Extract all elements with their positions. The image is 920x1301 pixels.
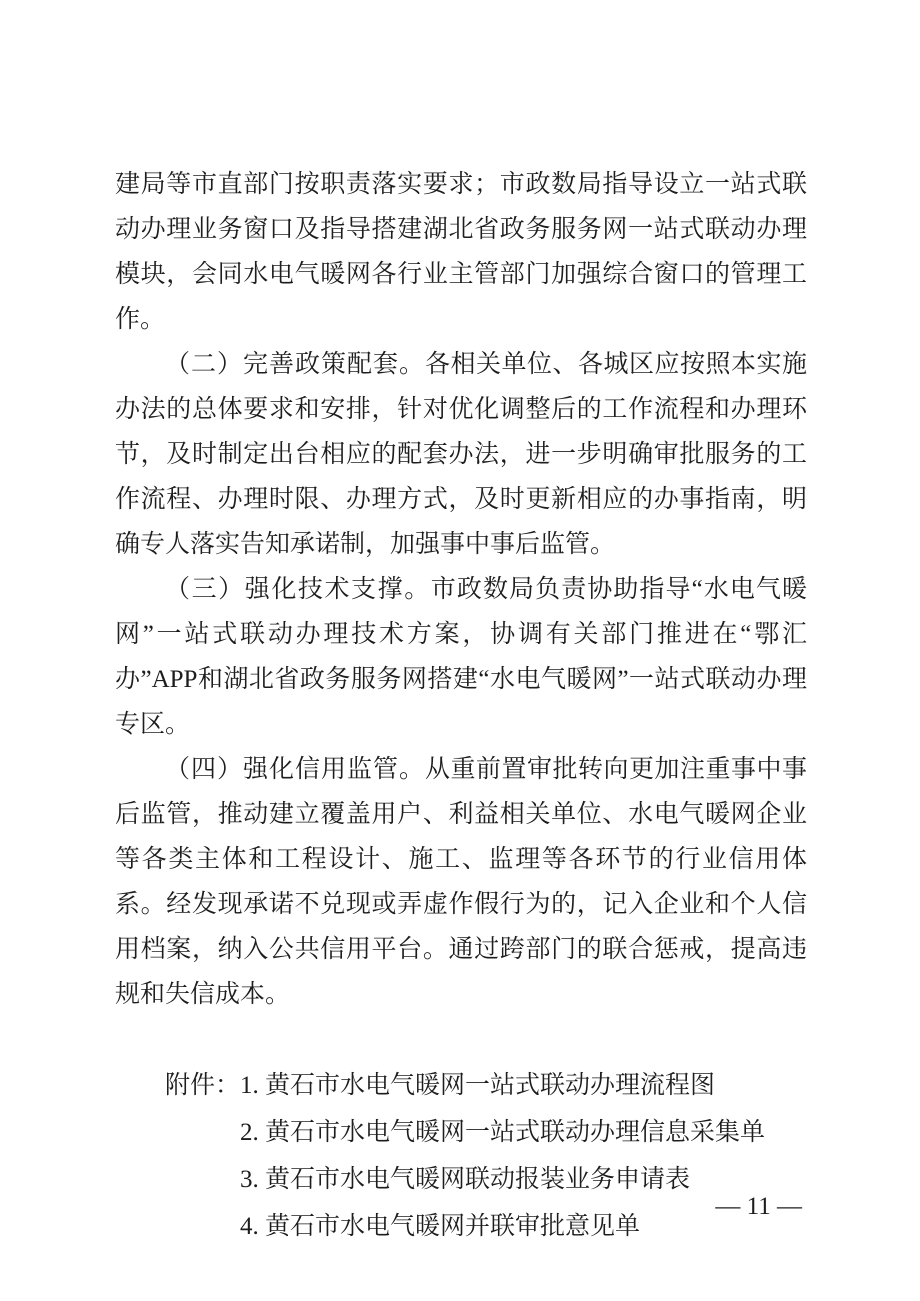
paragraph-continuation <box>115 162 807 342</box>
attachments-section <box>165 1062 807 1250</box>
document-body <box>115 162 807 1250</box>
paragraph-policy-support <box>115 342 807 567</box>
attachment-item: 3. 黄石市水电气暖网联动报装业务申请表 <box>240 1166 691 1193</box>
paragraph-text: 建局等市直部门按职责落实要求；市政数局指导设立一站式联动办理业务窗口及指导搭建湖北省政务服务网一站式联动办理模块，会同水电气暖网各行业主管部门加强综合窗口的管理工作。 <box>115 171 807 333</box>
paragraph-heading: （三）强化技术支撑。 <box>165 576 431 603</box>
paragraph-heading: （四）强化信用监管。 <box>165 756 425 783</box>
attachment-item: 2. 黄石市水电气暖网一站式联动办理信息采集单 <box>240 1119 766 1146</box>
paragraph-text: 从重前置审批转向更加注重事中事后监管，推动建立覆盖用户、利益相关单位、水电气暖网企业等各类主体和工程设计、施工、监理等各环节的行业信用体系。经发现承诺不兑现或弄虚作假行为的，记入企业和个人信用档案，纳入公共信用平台。通过跨部门的联合惩戒，提高违规和失信成本。 <box>115 756 807 1008</box>
paragraph-credit-supervision <box>115 747 807 1017</box>
paragraph-text: 各相关单位、各城区应按照本实施办法的总体要求和安排，针对优化调整后的工作流程和办理环节，及时制定出台相应的配套办法，进一步明确审批服务的工作流程、办理时限、办理方式，及时更新相应的办事指南，明确专人落实告知承诺制，加强事中事后监管。 <box>115 351 807 558</box>
attachment-item: 1. 黄石市水电气暖网一站式联动办理流程图 <box>240 1072 716 1099</box>
attachments-label: 附件： <box>165 1072 241 1099</box>
attachment-item: 4. 黄石市水电气暖网并联审批意见单 <box>240 1213 641 1240</box>
paragraph-technical-support <box>115 567 807 747</box>
paragraph-text: 市政数局负责协助指导“水电气暖网”一站式联动办理技术方案，协调有关部门推进在“鄂汇办”APP和湖北省政务服务网搭建“水电气暖网”一站式联动办理专区。 <box>115 576 807 738</box>
paragraph-heading: （二）完善政策配套。 <box>165 351 425 378</box>
page-number: — 11 — <box>715 1193 802 1220</box>
